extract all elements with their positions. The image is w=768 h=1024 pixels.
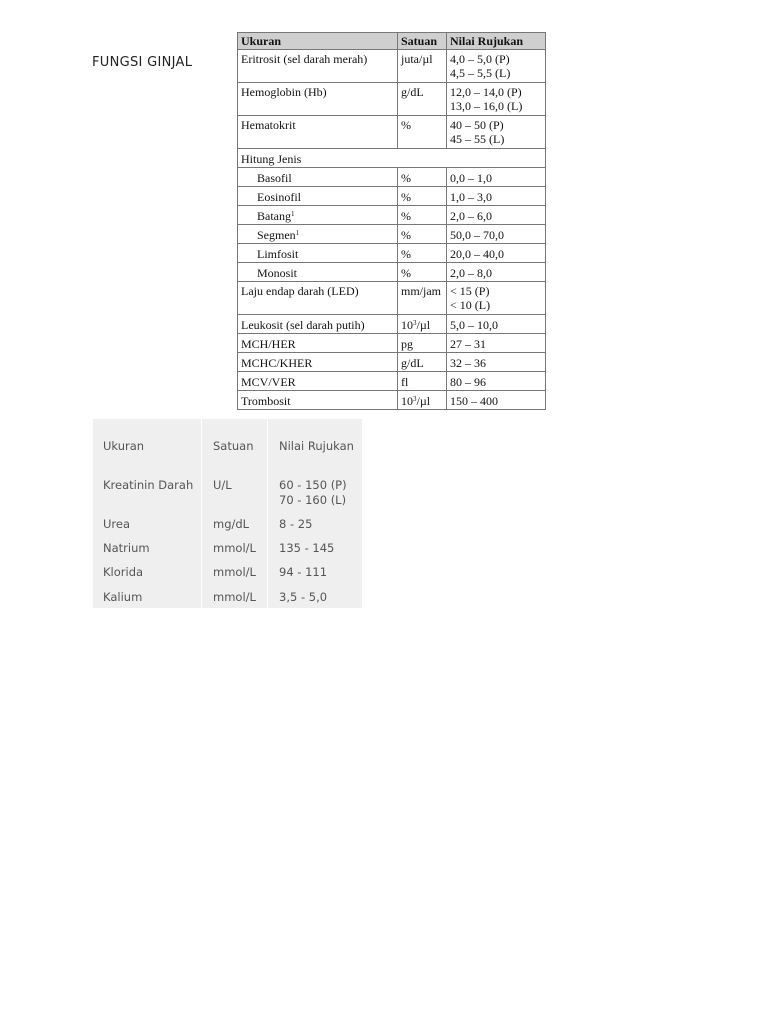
table-row (238, 315, 546, 334)
header-nilai-rujukan: Nilai Rujukan (447, 33, 546, 50)
column-divider (267, 419, 268, 608)
section-label: Hitung Jenis (238, 149, 546, 168)
table-row (238, 263, 546, 282)
table-row (238, 116, 546, 149)
header-ukuran: Ukuran (238, 33, 398, 50)
blood-reference-table (237, 32, 546, 410)
cell-name: Urea (103, 517, 131, 531)
table-row (238, 372, 546, 391)
cell-value: 4,0 – 5,0 (P) 4,5 – 5,5 (L) (447, 50, 546, 83)
table-row (238, 50, 546, 83)
column-divider (201, 419, 202, 608)
header-ukuran: Ukuran (103, 439, 145, 453)
page-title: FUNGSI GINJAL (92, 55, 193, 70)
cell-unit: mmol/L (213, 541, 256, 555)
cell-unit: fl (398, 372, 447, 391)
table-row-hitung-jenis (238, 149, 546, 168)
cell-name: Eritrosit (sel darah merah) (238, 50, 398, 83)
cell-unit: U/L (213, 478, 232, 492)
cell-name: Kalium (103, 590, 143, 604)
cell-unit: juta/µl (398, 50, 447, 83)
cell-name: MCV/VER (238, 372, 398, 391)
cell-unit: % (398, 206, 447, 225)
table-row (238, 83, 546, 116)
cell-name: Hemoglobin (Hb) (238, 83, 398, 116)
cell-value: 150 – 400 (447, 391, 546, 410)
header-satuan: Satuan (398, 33, 447, 50)
table-row (238, 244, 546, 263)
cell-unit: g/dL (398, 83, 447, 116)
table-row (238, 391, 546, 410)
table-row (238, 282, 546, 315)
cell-name: Kreatinin Darah (103, 478, 194, 492)
cell-value: 27 – 31 (447, 334, 546, 353)
cell-name: Batang$^1$ (238, 206, 398, 225)
cell-value: 2,0 – 8,0 (447, 263, 546, 282)
cell-unit: mg/dL (213, 517, 250, 531)
cell-unit: mmol/L (213, 590, 256, 604)
header-satuan: Satuan (213, 439, 254, 453)
cell-unit: % (398, 225, 447, 244)
cell-unit: % (398, 263, 447, 282)
cell-value: 3,5 - 5,0 (279, 590, 328, 604)
cell-value: 80 – 96 (447, 372, 546, 391)
cell-value: 8 - 25 (279, 517, 313, 531)
cell-value: 94 - 111 (279, 565, 328, 579)
table-row (238, 353, 546, 372)
cell-name: Natrium (103, 541, 150, 555)
cell-value: 50,0 – 70,0 (447, 225, 546, 244)
table-row (238, 168, 546, 187)
cell-unit: % (398, 168, 447, 187)
cell-name: Eosinofil (238, 187, 398, 206)
cell-unit: pg (398, 334, 447, 353)
cell-value: 2,0 – 6,0 (447, 206, 546, 225)
cell-unit: % (398, 187, 447, 206)
cell-value: < 15 (P) < 10 (L) (447, 282, 546, 315)
cell-value: 135 - 145 (279, 541, 335, 555)
cell-name: Trombosit (238, 391, 398, 410)
cell-value: 32 – 36 (447, 353, 546, 372)
table-row (238, 206, 546, 225)
cell-name: Basofil (238, 168, 398, 187)
cell-name: MCHC/KHER (238, 353, 398, 372)
cell-value: 40 – 50 (P) 45 – 55 (L) (447, 116, 546, 149)
cell-name: Laju endap darah (LED) (238, 282, 398, 315)
cell-unit: mm/jam (398, 282, 447, 315)
cell-name: Limfosit (238, 244, 398, 263)
header-nilai-rujukan: Nilai Rujukan (279, 439, 354, 453)
cell-name: Monosit (238, 263, 398, 282)
cell-name: Hematokrit (238, 116, 398, 149)
cell-unit: g/dL (398, 353, 447, 372)
cell-value: 5,0 – 10,0 (447, 315, 546, 334)
table-row (238, 187, 546, 206)
cell-value: 1,0 – 3,0 (447, 187, 546, 206)
cell-value: 20,0 – 40,0 (447, 244, 546, 263)
cell-value: 60 - 150 (P) (279, 478, 347, 492)
cell-value: 12,0 – 14,0 (P) 13,0 – 16,0 (L) (447, 83, 546, 116)
table-header-row (238, 33, 546, 50)
cell-unit: % (398, 244, 447, 263)
cell-unit: mmol/L (213, 565, 256, 579)
cell-unit: % (398, 116, 447, 149)
cell-unit: $10^3/\mu l$ (398, 391, 447, 410)
cell-name: MCH/HER (238, 334, 398, 353)
cell-value: 70 - 160 (L) (279, 493, 347, 507)
cell-name: Klorida (103, 565, 144, 579)
kidney-reference-table (93, 419, 362, 608)
cell-value: 0,0 – 1,0 (447, 168, 546, 187)
cell-name: Segmen$^1$ (238, 225, 398, 244)
table-row (238, 334, 546, 353)
cell-name: Leukosit (sel darah putih) (238, 315, 398, 334)
cell-unit: $10^3/\mu l$ (398, 315, 447, 334)
table-row (238, 225, 546, 244)
